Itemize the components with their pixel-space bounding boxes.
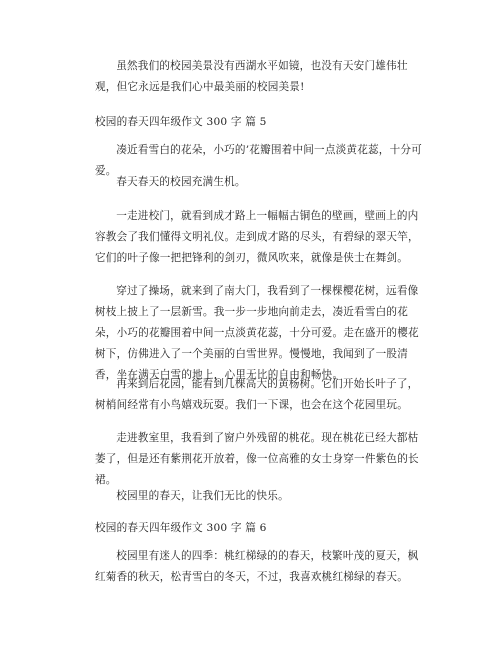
paragraph-cherry-trees: 穿过了操场，就来到了南大门，我看到了一棵棵樱花树，远看像树枝上披上了一层新雪。我一步一步地向前走去，凑近看雪白的花朵，小巧的花瓣围着中间一点淡黄花蕊，十分可爱。走在盛开的樱花树下，仿佛进入了一个美丽的白雪世界。慢慢地，我闻到了一股清香，坐在满天白雪的地上，心里无比的自由和畅快。 [95, 285, 419, 381]
section-heading-6: 校园的春天四年级作文 300 字 篇 6 [95, 522, 267, 534]
paragraph-classroom: 走进教室里，我看到了窗户外残留的桃花。现在桃花已经大都枯萎了，但是还有紫荆花开放着，像一位高雅的女士身穿一件紫色的长裙。 [95, 432, 419, 486]
paragraph-four-seasons: 校园里有迷人的四季：桃红梯绿的的春天，枝繁叶茂的夏天，枫红菊香的秋天，松青雪白的冬天，不过，我喜欢桃红梯绿的春天。 [95, 550, 419, 583]
paragraph-snow-flowers: 凑近看雪白的花朵，小巧的’花瓣围着中间一点淡黄花蕊，十分可爱。 [95, 144, 422, 177]
paragraph-back-garden: 再来到后花园，能看到几棵高大的黄杨树。它们开始长叶子了，树梢间经常有小鸟嬉戏玩耍。我们一下课，也会在这个花园里玩。 [95, 378, 419, 411]
paragraph-school-gate: 一走进校门，就看到成才路上一幅幅古铜色的壁画，壁画上的内容教会了我们懂得文明礼仪。走到成才路的尽头，有碧绿的翠天竿，它们的叶子像一把把锋利的剑刃，微风吹来，就像是侠士在舞剑。 [95, 210, 419, 264]
paragraph-spring-vitality: 春天春天的校园充满生机。 [116, 176, 246, 188]
section-heading-5: 校园的春天四年级作文 300 字 篇 5 [95, 116, 267, 128]
paragraph-campus-beauty: 虽然我们的校园美景没有西湖水平如镜，也没有天安门雄伟壮观，但它永远是我们心中最美丽的校园美景! [95, 60, 408, 93]
paragraph-happy-spring: 校园里的春天，让我们无比的快乐。 [116, 490, 289, 502]
